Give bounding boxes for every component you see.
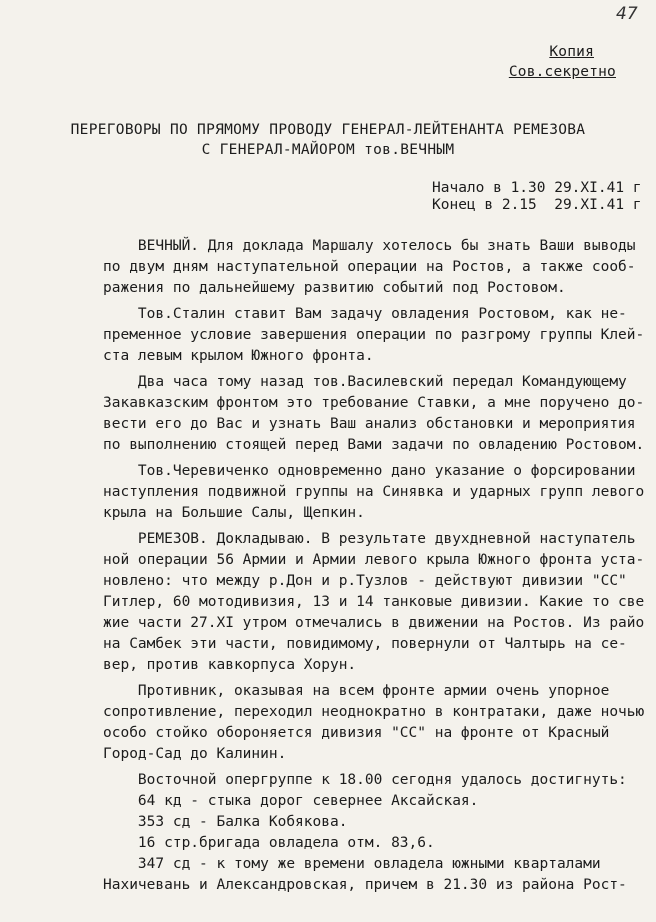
body-paragraph xyxy=(103,304,643,367)
text-line: жие части 27.XI утром отмечались в движении на Ростов. Из райо xyxy=(103,615,645,631)
text-line: ста левым крылом Южного фронта. xyxy=(103,348,374,364)
text-line: Город-Сад до Калинин. xyxy=(103,746,287,762)
text-line: ВЕЧНЫЙ. Для доклада Маршалу хотелось бы знать Ваши выводы xyxy=(103,238,636,254)
text-line: Тов.Сталин ставит Вам задачу овладения Ростовом, как не- xyxy=(103,306,627,322)
text-line: Закавказским фронтом это требование Ставки, а мне поручено до- xyxy=(103,395,645,411)
body-paragraph xyxy=(103,770,643,896)
text-line: пременное условие завершения операции по разгрому группы Клей- xyxy=(103,327,645,343)
text-line: на Самбек эти части, повидимому, повернули от Чалтырь на се- xyxy=(103,636,627,652)
body-paragraph xyxy=(103,529,643,676)
copy-label: Копия xyxy=(549,44,594,60)
text-line: 347 сд - к тому же времени овладела южными кварталами xyxy=(103,856,601,872)
document-title-line-1: ПЕРЕГОВОРЫ ПО ПРЯМОМУ ПРОВОДУ ГЕНЕРАЛ-ЛЕЙТЕНАНТА РЕМЕЗОВА xyxy=(70,122,586,138)
text-line: Тов.Черевиченко одновременно дано указание о форсировании xyxy=(103,463,636,479)
end-time: Конец в 2.15 29.XI.41 г xyxy=(432,197,642,213)
text-line: крыла на Большие Салы, Щепкин. xyxy=(103,505,365,521)
text-line: вер, против кавкорпуса Хорун. xyxy=(103,657,357,673)
text-line: ражения по дальнейшему развитию событий под Ростовом. xyxy=(103,280,566,296)
text-line: по выполнению стоящей перед Вами задачи по овладению Ростовом. xyxy=(103,437,645,453)
text-line: особо стойко обороняется дивизия "СС" на фронте от Красный xyxy=(103,725,610,741)
text-line: 64 кд - стыка дорог севернее Аксайская. xyxy=(103,793,479,809)
text-line: сопротивление, переходил неоднократно в контратаки, даже ночью xyxy=(103,704,645,720)
archive-page-number: 47 xyxy=(616,4,638,24)
text-line: Два часа тому назад тов.Василевский передал Командующему xyxy=(103,374,627,390)
body-paragraph xyxy=(103,372,643,456)
body-paragraph xyxy=(103,236,643,299)
text-line: по двум дням наступательной операции на Ростов, а также сооб- xyxy=(103,259,636,275)
body-paragraph xyxy=(103,681,643,765)
text-line: Гитлер, 60 мотодивизия, 13 и 14 танковые дивизии. Какие то све xyxy=(103,594,645,610)
text-line: вести его до Вас и узнать Ваш анализ обстановки и мероприятия xyxy=(103,416,636,432)
text-line: новлено: что между р.Дон и р.Тузлов - действуют дивизии "СС" xyxy=(103,573,627,589)
text-line: 16 стр.бригада овладела отм. 83,6. xyxy=(103,835,435,851)
text-line: Нахичевань и Александровская, причем в 21.30 из района Рост- xyxy=(103,877,627,893)
start-time: Начало в 1.30 29.XI.41 г xyxy=(432,180,642,196)
document-body xyxy=(103,236,643,901)
document-title-line-2: С ГЕНЕРАЛ-МАЙОРОМ тов.ВЕЧНЫМ xyxy=(201,142,455,158)
text-line: наступления подвижной группы на Синявка и ударных групп левого xyxy=(103,484,645,500)
text-line: Противник, оказывая на всем фронте армии очень упорное xyxy=(103,683,610,699)
body-paragraph xyxy=(103,461,643,524)
text-line: Восточной опергруппе к 18.00 сегодня удалось достигнуть: xyxy=(103,772,627,788)
text-line: 353 сд - Балка Кобякова. xyxy=(103,814,348,830)
text-line: ной операции 56 Армии и Армии левого крыла Южного фронта уста- xyxy=(103,552,645,568)
secrecy-label: Сов.секретно xyxy=(508,64,616,80)
text-line: РЕМЕЗОВ. Докладываю. В результате двухдневной наступатель xyxy=(103,531,636,547)
